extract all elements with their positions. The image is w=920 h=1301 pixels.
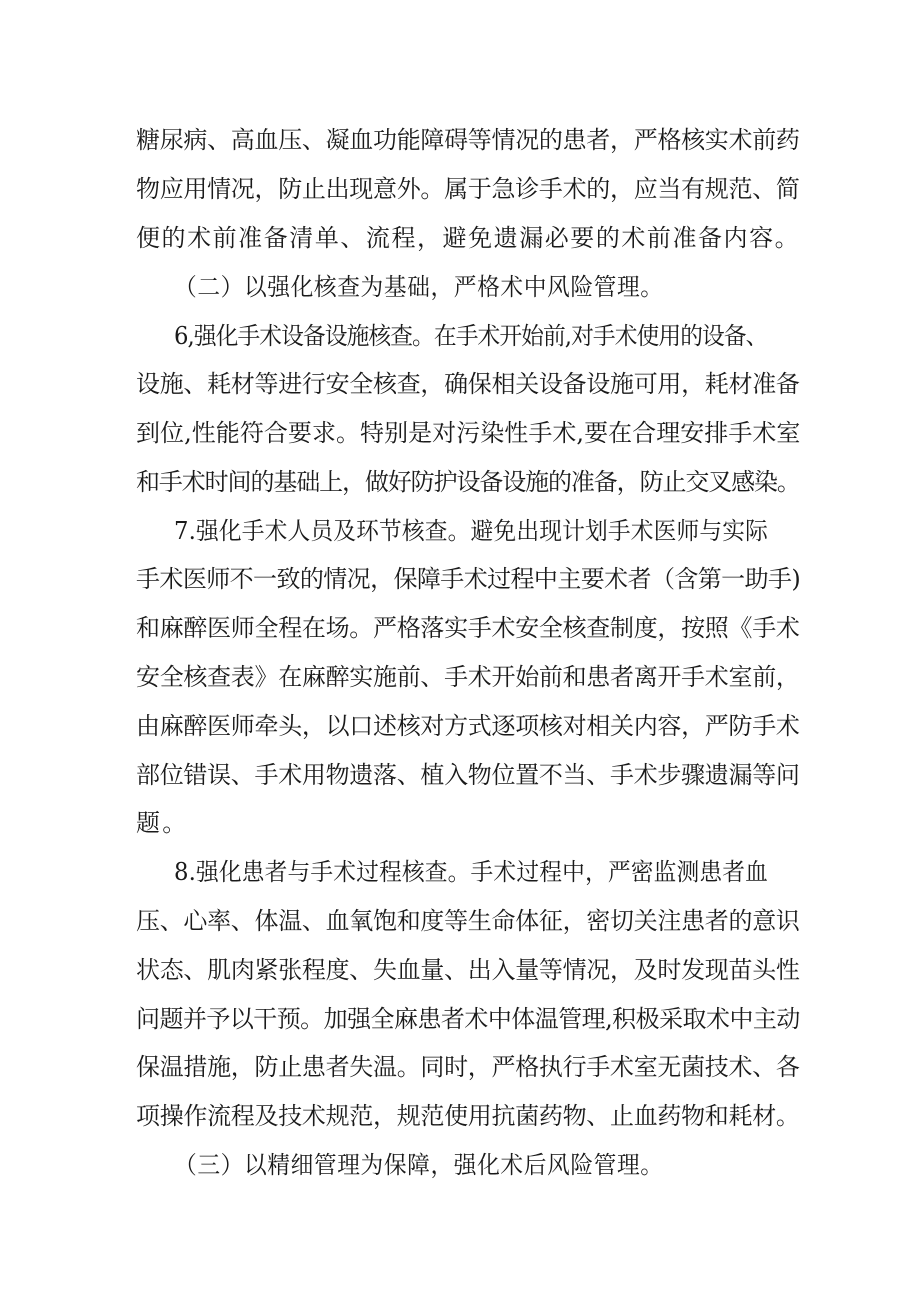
text-line-2: 物应用情况，防止出现意外。属于急诊手术的，应当有规范、简 [136,175,800,203]
text-line-5: 6,强化手术设备设施核查。在手术开始前,对手术使用的设备、 [174,322,768,350]
text-line-13: 由麻醉医师牵头，以口述核对方式逐项核对相关内容，严防手术 [136,712,800,740]
text-line-3: 便的术前准备清单、流程，避免遗漏必要的术前准备内容。 [136,224,801,252]
text-line-17: 压、心率、体温、血氧饱和度等生命体征，密切关注患者的意识 [136,907,800,935]
text-line-10: 手术医师不一致的情况，保障手术过程中主要术者（含第一助手) [136,565,801,593]
text-line-7: 到位,性能符合要求。特别是对污染性手术,要在合理安排手术室 [136,419,801,447]
text-line-20: 保温措施，防止患者失温。同时，严格执行手术室无菌技术、各 [136,1053,800,1081]
text-line-12: 安全核查表》在麻醉实施前、手术开始前和患者离开手术室前， [136,663,800,691]
section-heading-2: （二）以强化核查为基础，严格术中风险管理。 [174,273,664,301]
text-line-14: 部位错误、手术用物遗落、植入物位置不当、手术步骤遗漏等问 [136,761,800,789]
text-line-8: 和手术时间的基础上，做好防护设备设施的准备，防止交叉感染。 [136,468,800,496]
text-line-1: 糖尿病、高血压、凝血功能障碍等情况的患者，严格核实术前药 [136,126,800,154]
text-line-9: 7.强化手术人员及环节核查。避免出现计划手术医师与实际 [174,517,769,545]
text-line-19: 问题并予以干预。加强全麻患者术中体温管理,积极采取术中主动 [136,1005,800,1033]
text-line-16: 8.强化患者与手术过程核查。手术过程中，严密监测患者血 [174,858,769,886]
section-heading-3: （三）以精细管理为保障，强化术后风险管理。 [174,1151,664,1179]
text-line-11: 和麻醉医师全程在场。严格落实手术安全核查制度，按照《手术 [136,614,800,642]
text-line-18: 状态、肌肉紧张程度、失血量、出入量等情况，及时发现苗头性 [136,956,800,984]
text-line-15: 题。 [136,809,189,837]
text-line-6: 设施、耗材等进行安全核查，确保相关设备设施可用，耗材准备 [136,370,800,398]
text-line-21: 项操作流程及技术规范，规范使用抗菌药物、止血药物和耗材。 [136,1102,800,1130]
